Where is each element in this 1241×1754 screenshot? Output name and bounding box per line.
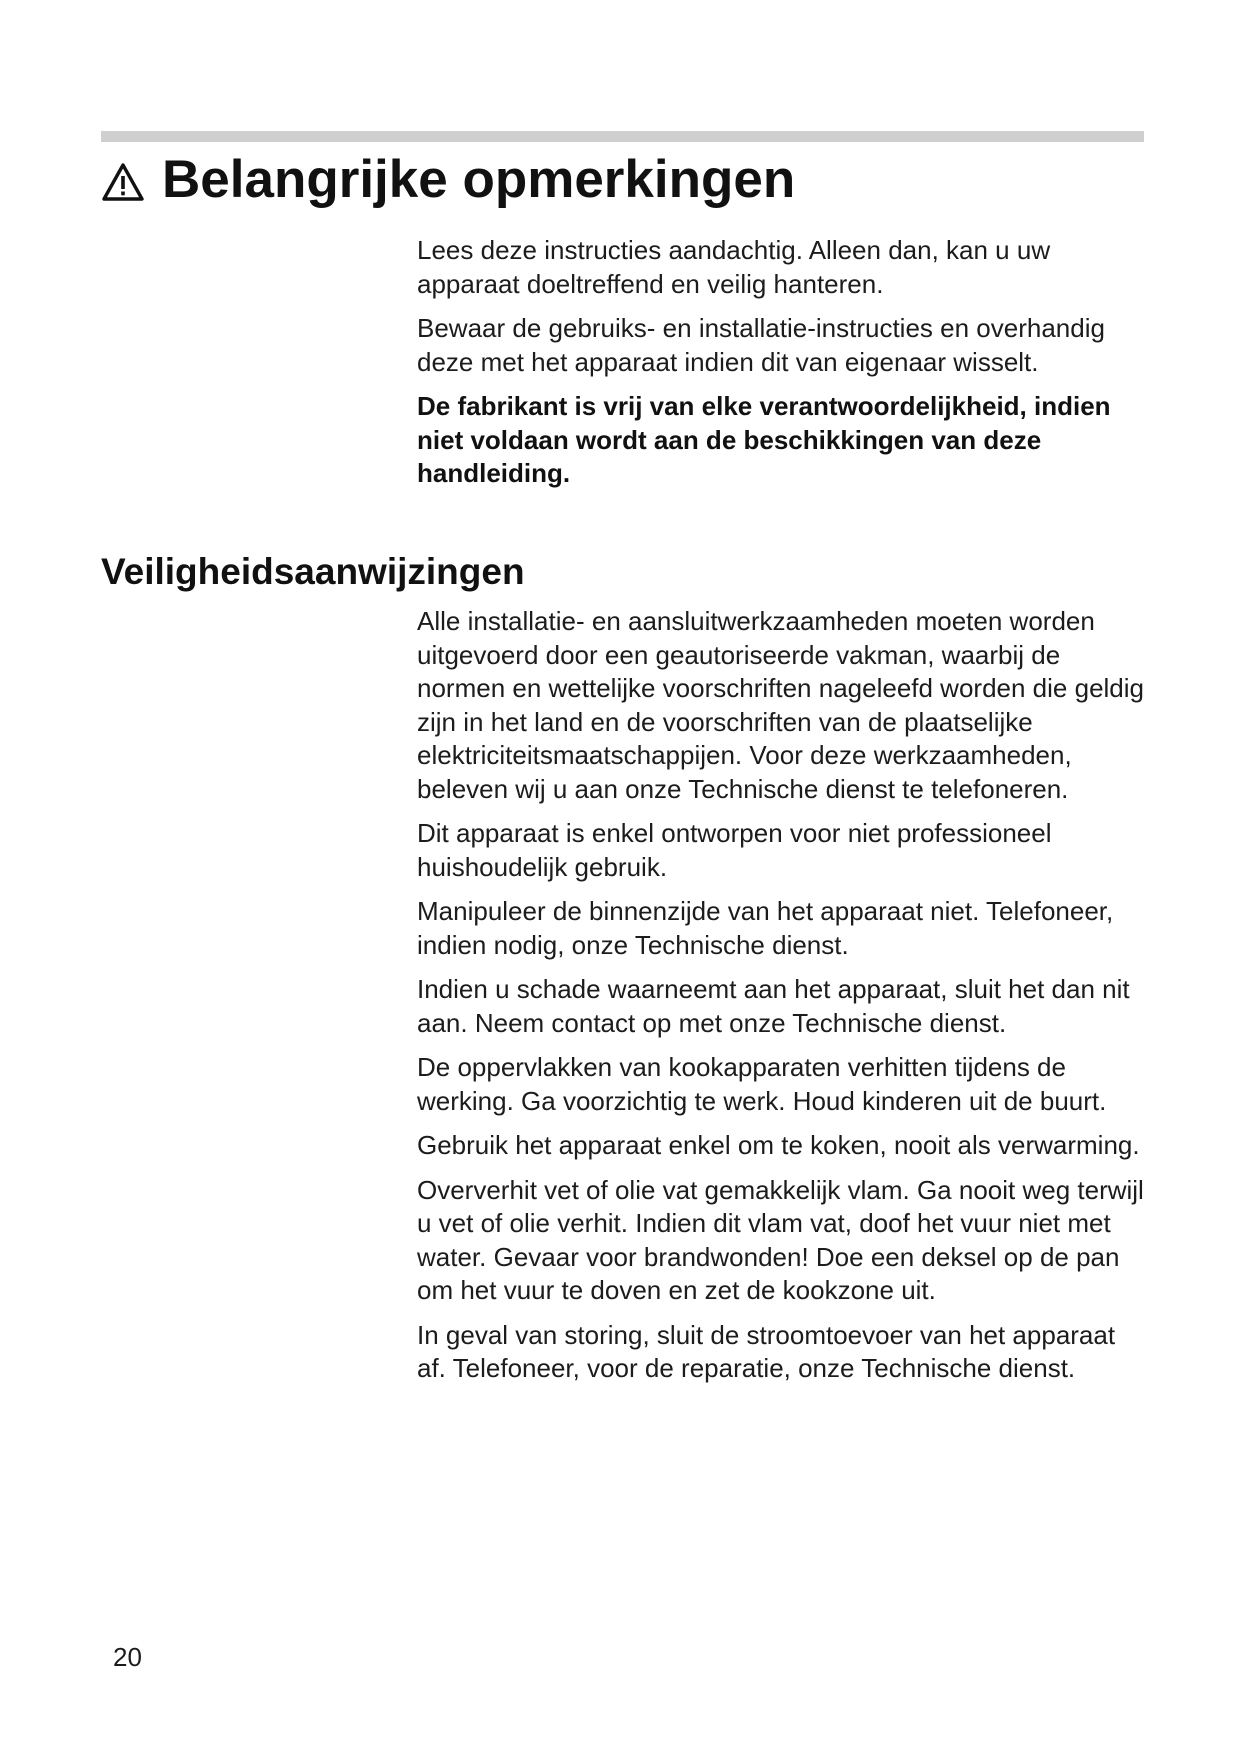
safety-paragraph: Dit apparaat is enkel ontworpen voor niet professioneel huishoudelijk gebruik. bbox=[417, 818, 1052, 882]
intro-section bbox=[417, 234, 1147, 502]
top-divider bbox=[101, 131, 1144, 142]
page-title-text: Belangrijke opmerkingen bbox=[162, 150, 796, 209]
page-title bbox=[101, 148, 795, 212]
safety-paragraph: Gebruik het apparaat enkel om te koken, nooit als verwarming. bbox=[417, 1130, 1140, 1160]
warning-triangle-icon bbox=[101, 162, 145, 202]
safety-paragraph: Alle installatie- en aansluitwerkzaamheden moeten worden uitgevoerd door een geautoriseerde vakman, waarbij de normen en wettelijke voorschriften nageleefd worden die geldig zijn in het land en de voorschriften van de plaatselijke elektriciteitsmaatschappijen. Voor deze werkzaamheden, beleven wij u aan onze Technische dienst te telefoneren. bbox=[417, 606, 1144, 804]
safety-paragraph: In geval van storing, sluit de stroomtoevoer van het apparaat af. Telefoneer, voor de reparatie, onze Technische dienst. bbox=[417, 1319, 1116, 1383]
safety-paragraph: Manipuleer de binnenzijde van het apparaat niet. Telefoneer, indien nodig, onze Technische dienst. bbox=[417, 896, 1114, 960]
safety-paragraph: Oververhit vet of olie vat gemakkelijk vlam. Ga nooit weg terwijl u vet of olie verhit. Indien dit vlam vat, doof het vuur niet met water. Gevaar voor brandwonden! Doe een deksel op de pan om het vuur te doven en zet de kookzone uit. bbox=[417, 1174, 1144, 1305]
safety-section bbox=[417, 605, 1147, 1397]
page-number: 20 bbox=[113, 1642, 142, 1672]
liability-notice: De fabrikant is vrij van elke verantwoordelijkheid, indien niet voldaan wordt aan de beschikkingen van deze handleiding. bbox=[417, 391, 1111, 488]
safety-paragraph: De oppervlakken van kookapparaten verhitten tijdens de werking. Ga voorzichtig te werk. Houd kinderen uit de buurt. bbox=[417, 1052, 1107, 1116]
intro-paragraph: Bewaar de gebruiks- en installatie-instructies en overhandig deze met het apparaat indien dit van eigenaar wisselt. bbox=[417, 313, 1105, 377]
intro-paragraph: Lees deze instructies aandachtig. Alleen dan, kan u uw apparaat doeltreffend en veilig hanteren. bbox=[417, 235, 1051, 299]
safety-heading: Veiligheidsaanwijzingen bbox=[101, 551, 525, 592]
safety-paragraph: Indien u schade waarneemt aan het apparaat, sluit het dan nit aan. Neem contact op met onze Technische dienst. bbox=[417, 974, 1130, 1038]
